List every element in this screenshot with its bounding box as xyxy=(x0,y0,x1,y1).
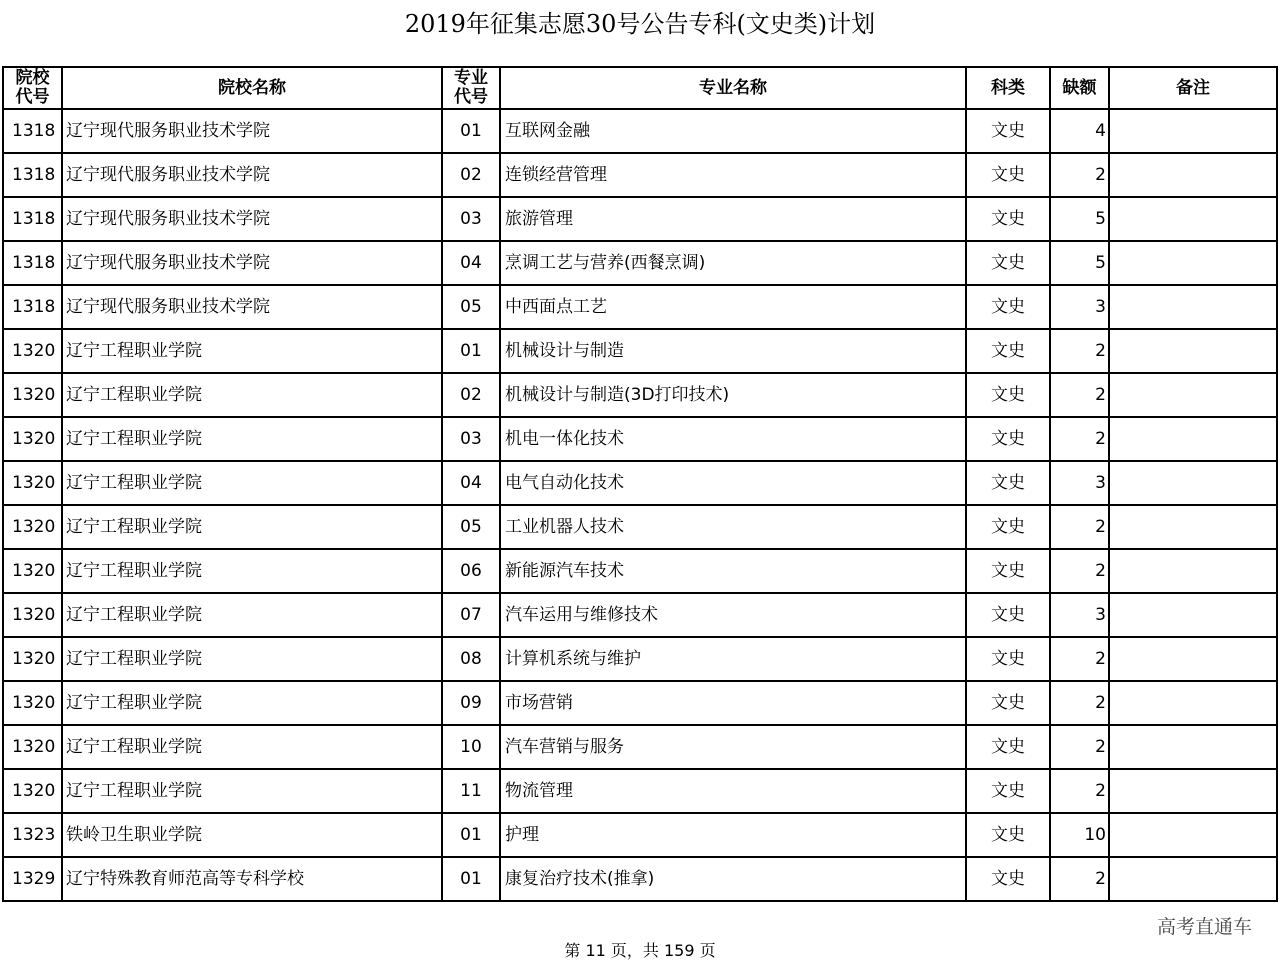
cell-major-code: 02 xyxy=(442,373,500,417)
cell-school-name: 辽宁特殊教育师范高等专科学校 xyxy=(62,857,442,901)
cell-remark xyxy=(1109,813,1277,857)
cell-remark xyxy=(1109,417,1277,461)
cell-remark xyxy=(1109,197,1277,241)
cell-category: 文史 xyxy=(966,725,1050,769)
cell-quota: 2 xyxy=(1050,329,1109,373)
cell-quota: 2 xyxy=(1050,373,1109,417)
cell-quota: 3 xyxy=(1050,461,1109,505)
table-row xyxy=(3,285,1277,329)
cell-remark xyxy=(1109,505,1277,549)
cell-major-name: 旅游管理 xyxy=(500,197,966,241)
cell-school-code: 1318 xyxy=(3,153,62,197)
table-row xyxy=(3,593,1277,637)
cell-major-code: 05 xyxy=(442,285,500,329)
header-remark: 备注 xyxy=(1109,67,1277,109)
table-row xyxy=(3,329,1277,373)
header-quota: 缺额 xyxy=(1050,67,1109,109)
cell-major-name: 护理 xyxy=(500,813,966,857)
cell-school-name: 辽宁工程职业学院 xyxy=(62,681,442,725)
cell-school-name: 铁岭卫生职业学院 xyxy=(62,813,442,857)
cell-remark xyxy=(1109,241,1277,285)
cell-category: 文史 xyxy=(966,637,1050,681)
cell-major-name: 新能源汽车技术 xyxy=(500,549,966,593)
cell-school-name: 辽宁现代服务职业技术学院 xyxy=(62,241,442,285)
cell-remark xyxy=(1109,109,1277,153)
cell-major-name: 连锁经营管理 xyxy=(500,153,966,197)
header-category: 科类 xyxy=(966,67,1050,109)
table-row xyxy=(3,813,1277,857)
cell-school-name: 辽宁现代服务职业技术学院 xyxy=(62,109,442,153)
cell-remark xyxy=(1109,461,1277,505)
table-row xyxy=(3,681,1277,725)
cell-school-code: 1320 xyxy=(3,329,62,373)
cell-category: 文史 xyxy=(966,505,1050,549)
cell-major-code: 01 xyxy=(442,813,500,857)
table-row xyxy=(3,505,1277,549)
cell-school-name: 辽宁工程职业学院 xyxy=(62,505,442,549)
cell-category: 文史 xyxy=(966,857,1050,901)
cell-major-name: 计算机系统与维护 xyxy=(500,637,966,681)
cell-category: 文史 xyxy=(966,241,1050,285)
cell-major-name: 工业机器人技术 xyxy=(500,505,966,549)
cell-category: 文史 xyxy=(966,109,1050,153)
cell-major-code: 10 xyxy=(442,725,500,769)
cell-category: 文史 xyxy=(966,769,1050,813)
table-row xyxy=(3,417,1277,461)
cell-major-name: 物流管理 xyxy=(500,769,966,813)
cell-remark xyxy=(1109,857,1277,901)
cell-quota: 2 xyxy=(1050,637,1109,681)
watermark: 高考直通车 xyxy=(1156,916,1252,938)
cell-school-code: 1320 xyxy=(3,637,62,681)
cell-remark xyxy=(1109,153,1277,197)
cell-school-name: 辽宁现代服务职业技术学院 xyxy=(62,285,442,329)
cell-major-code: 02 xyxy=(442,153,500,197)
cell-quota: 2 xyxy=(1050,549,1109,593)
cell-school-code: 1320 xyxy=(3,725,62,769)
cell-school-code: 1320 xyxy=(3,593,62,637)
cell-school-name: 辽宁现代服务职业技术学院 xyxy=(62,197,442,241)
cell-category: 文史 xyxy=(966,681,1050,725)
cell-school-code: 1318 xyxy=(3,285,62,329)
cell-school-name: 辽宁工程职业学院 xyxy=(62,373,442,417)
cell-quota: 5 xyxy=(1050,241,1109,285)
cell-category: 文史 xyxy=(966,373,1050,417)
cell-school-code: 1320 xyxy=(3,417,62,461)
cell-major-code: 11 xyxy=(442,769,500,813)
cell-category: 文史 xyxy=(966,593,1050,637)
cell-category: 文史 xyxy=(966,813,1050,857)
table-row xyxy=(3,725,1277,769)
cell-category: 文史 xyxy=(966,417,1050,461)
cell-school-code: 1318 xyxy=(3,241,62,285)
table-header-row xyxy=(3,67,1277,109)
cell-remark xyxy=(1109,769,1277,813)
cell-school-code: 1320 xyxy=(3,549,62,593)
cell-category: 文史 xyxy=(966,329,1050,373)
table-row xyxy=(3,549,1277,593)
cell-remark xyxy=(1109,285,1277,329)
cell-school-name: 辽宁工程职业学院 xyxy=(62,637,442,681)
cell-quota: 3 xyxy=(1050,285,1109,329)
cell-category: 文史 xyxy=(966,153,1050,197)
cell-category: 文史 xyxy=(966,549,1050,593)
cell-quota: 2 xyxy=(1050,857,1109,901)
cell-major-name: 市场营销 xyxy=(500,681,966,725)
header-school-name: 院校名称 xyxy=(62,67,442,109)
cell-major-code: 04 xyxy=(442,241,500,285)
cell-quota: 2 xyxy=(1050,725,1109,769)
cell-school-name: 辽宁工程职业学院 xyxy=(62,549,442,593)
cell-major-code: 05 xyxy=(442,505,500,549)
cell-quota: 10 xyxy=(1050,813,1109,857)
table-row xyxy=(3,197,1277,241)
cell-major-code: 01 xyxy=(442,329,500,373)
cell-remark xyxy=(1109,725,1277,769)
page-footer: 第 11 页，共 159 页 xyxy=(564,941,716,960)
cell-school-name: 辽宁工程职业学院 xyxy=(62,461,442,505)
cell-category: 文史 xyxy=(966,285,1050,329)
cell-major-code: 03 xyxy=(442,197,500,241)
cell-major-name: 汽车营销与服务 xyxy=(500,725,966,769)
cell-school-name: 辽宁工程职业学院 xyxy=(62,593,442,637)
cell-school-name: 辽宁工程职业学院 xyxy=(62,417,442,461)
cell-school-code: 1329 xyxy=(3,857,62,901)
plan-table xyxy=(2,66,1278,902)
cell-quota: 2 xyxy=(1050,505,1109,549)
cell-school-code: 1320 xyxy=(3,681,62,725)
cell-school-name: 辽宁工程职业学院 xyxy=(62,329,442,373)
cell-major-code: 09 xyxy=(442,681,500,725)
cell-remark xyxy=(1109,681,1277,725)
cell-school-code: 1320 xyxy=(3,373,62,417)
document-title: 2019年征集志愿30号公告专科(文史类)计划 xyxy=(404,10,876,38)
cell-major-name: 机电一体化技术 xyxy=(500,417,966,461)
cell-major-code: 01 xyxy=(442,857,500,901)
cell-major-code: 04 xyxy=(442,461,500,505)
table-row xyxy=(3,637,1277,681)
cell-major-name: 中西面点工艺 xyxy=(500,285,966,329)
cell-major-name: 汽车运用与维修技术 xyxy=(500,593,966,637)
cell-remark xyxy=(1109,593,1277,637)
cell-school-code: 1318 xyxy=(3,197,62,241)
table-row xyxy=(3,153,1277,197)
table-row xyxy=(3,241,1277,285)
cell-major-code: 01 xyxy=(442,109,500,153)
cell-major-code: 03 xyxy=(442,417,500,461)
cell-major-name: 烹调工艺与营养(西餐烹调) xyxy=(500,241,966,285)
cell-major-name: 康复治疗技术(推拿) xyxy=(500,857,966,901)
cell-school-name: 辽宁工程职业学院 xyxy=(62,769,442,813)
cell-major-code: 06 xyxy=(442,549,500,593)
cell-quota: 2 xyxy=(1050,681,1109,725)
cell-school-name: 辽宁现代服务职业技术学院 xyxy=(62,153,442,197)
cell-major-code: 08 xyxy=(442,637,500,681)
cell-remark xyxy=(1109,329,1277,373)
cell-school-code: 1323 xyxy=(3,813,62,857)
table-row xyxy=(3,769,1277,813)
table-row xyxy=(3,373,1277,417)
cell-major-name: 机械设计与制造(3D打印技术) xyxy=(500,373,966,417)
table-row xyxy=(3,857,1277,901)
cell-quota: 4 xyxy=(1050,109,1109,153)
cell-remark xyxy=(1109,637,1277,681)
table-row xyxy=(3,461,1277,505)
header-school-code: 院校 代号 xyxy=(3,67,62,109)
cell-school-name: 辽宁工程职业学院 xyxy=(62,725,442,769)
cell-quota: 5 xyxy=(1050,197,1109,241)
cell-quota: 3 xyxy=(1050,593,1109,637)
cell-remark xyxy=(1109,549,1277,593)
header-major-code: 专业 代号 xyxy=(442,67,500,109)
cell-quota: 2 xyxy=(1050,153,1109,197)
cell-category: 文史 xyxy=(966,197,1050,241)
header-major-name: 专业名称 xyxy=(500,67,966,109)
cell-school-code: 1318 xyxy=(3,109,62,153)
cell-major-name: 电气自动化技术 xyxy=(500,461,966,505)
cell-remark xyxy=(1109,373,1277,417)
cell-major-name: 互联网金融 xyxy=(500,109,966,153)
cell-quota: 2 xyxy=(1050,769,1109,813)
cell-quota: 2 xyxy=(1050,417,1109,461)
cell-category: 文史 xyxy=(966,461,1050,505)
cell-school-code: 1320 xyxy=(3,769,62,813)
cell-school-code: 1320 xyxy=(3,505,62,549)
cell-school-code: 1320 xyxy=(3,461,62,505)
table-row xyxy=(3,109,1277,153)
cell-major-name: 机械设计与制造 xyxy=(500,329,966,373)
cell-major-code: 07 xyxy=(442,593,500,637)
